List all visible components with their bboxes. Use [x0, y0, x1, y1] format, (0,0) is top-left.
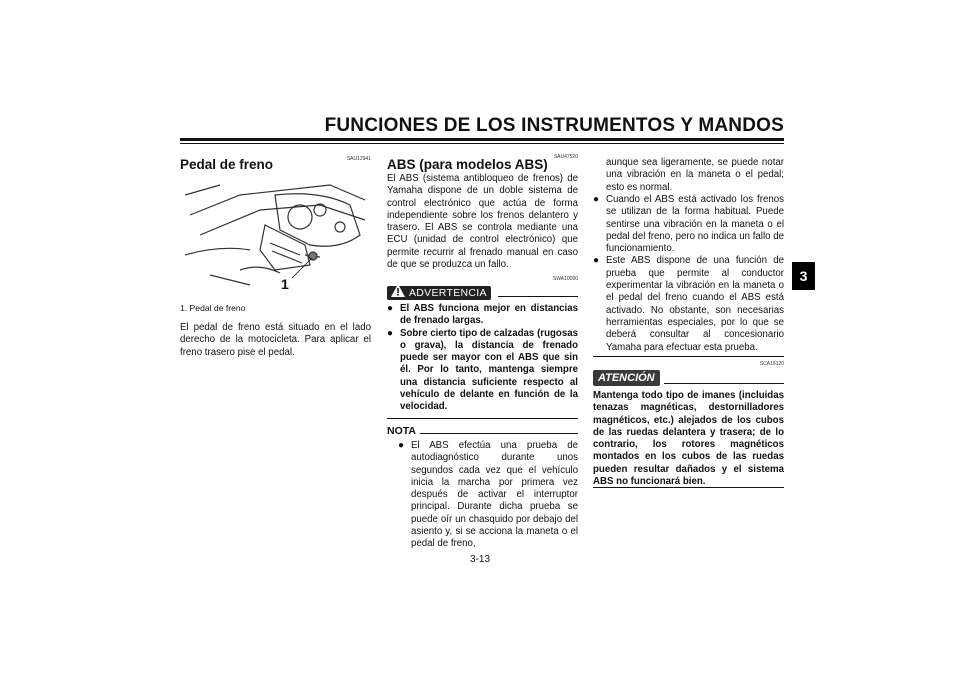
- warning-label: ADVERTENCIA: [387, 286, 491, 300]
- note-end-line: [593, 356, 784, 357]
- note-item: ● Cuando el ABS está activado los frenos se utilizan de la forma habitual. Puede sentirse una vibración en la maneta o el pedal del freno, pero no indica un fallo de funcionamiento.: [593, 194, 784, 255]
- warning-triangle-icon: [390, 283, 406, 298]
- section-title-abs: ABS (para modelos ABS): [387, 157, 548, 172]
- warning-item: ● El ABS funciona mejor en distancias de frenado largas.: [387, 303, 578, 328]
- warning-end-line: [387, 418, 578, 419]
- figure-caption: 1. Pedal de freno: [180, 303, 246, 313]
- header-rule-thin: [180, 143, 784, 144]
- callout-number: 1: [281, 276, 289, 292]
- caution-label: ATENCIÓN: [593, 370, 660, 386]
- note-item: ● El ABS efectúa una prueba de autodiagnóstico durante unos segundos cada vez que el vehículo inicia la marcha por primera vez después de activar el interruptor principal. Durante dicha prueba se puede oír un chasquido por debajo del asiento y, si se acciona la maneta o el pedal de freno,: [398, 440, 578, 551]
- warning-item: ● Sobre cierto tipo de calzadas (rugosas o grava), la distancia de frenado puede ser mayor con el ABS que sin él. Por lo tanto, mantenga siempre una distancia suficiente respecto al vehículo de delante en función de la velocidad.: [387, 328, 578, 414]
- page-header-title: FUNCIONES DE LOS INSTRUMENTOS Y MANDOS: [324, 115, 784, 136]
- note-list-continued: [593, 194, 784, 354]
- note-header-line: [420, 433, 578, 434]
- section-title-brake-pedal: Pedal de freno: [180, 157, 274, 172]
- chapter-tab: 3: [792, 262, 815, 290]
- brake-pedal-illustration: [180, 175, 370, 297]
- note-continued-text: aunque sea ligeramente, se puede notar una vibración en la maneta o el pedal; esto es normal.: [606, 157, 784, 193]
- caution-end-line: [593, 487, 784, 488]
- warning-header-line: [498, 296, 578, 297]
- header-rule: [180, 138, 784, 141]
- note-item: ● Este ABS dispone de una función de prueba que permite al conductor experimentar la vibración en la maneta o el pedal del freno cuando el ABS está activado. No obstante, son necesarias herramientas especiales, por lo que se deberá consultar al concesionario Yamaha para efectuar esta prueba.: [593, 255, 784, 353]
- caution-code: SCA16120: [759, 361, 784, 367]
- note-label: NOTA: [387, 425, 416, 437]
- page-number: 3-13: [469, 554, 490, 565]
- warning-code: SWA10090: [552, 276, 578, 282]
- brake-pedal-text: El pedal de freno está situado en el lado derecho de la motocicleta. Para aplicar el freno trasero pise el pedal.: [180, 322, 371, 358]
- abs-intro-text: El ABS (sistema antibloqueo de frenos) de Yamaha dispone de un doble sistema de control electrónico que actúa de forma independiente sobre los frenos delantero y trasero. El ABS se controla mediante una ECU (unidad de control electrónico) que permite recurrir al frenado manual en caso de que se produzca un fallo.: [387, 173, 578, 271]
- caution-header-line: [664, 383, 784, 384]
- section-code: SAU47520: [553, 154, 578, 160]
- note-list: [398, 440, 578, 551]
- warning-list: [387, 303, 578, 414]
- caution-header: [593, 368, 660, 386]
- section-code: SAU12941: [346, 156, 371, 162]
- caution-text: Mantenga todo tipo de imanes (incluidas tenazas magnéticas, destornilladores magnéticos, etc.) alejados de los cubos de las ruedas delantera y trasera; de lo contrario, los rotores magnéticos montados en los cubos de las ruedas pueden resultar dañados y el sistema ABS no funcionará bien.: [593, 390, 784, 488]
